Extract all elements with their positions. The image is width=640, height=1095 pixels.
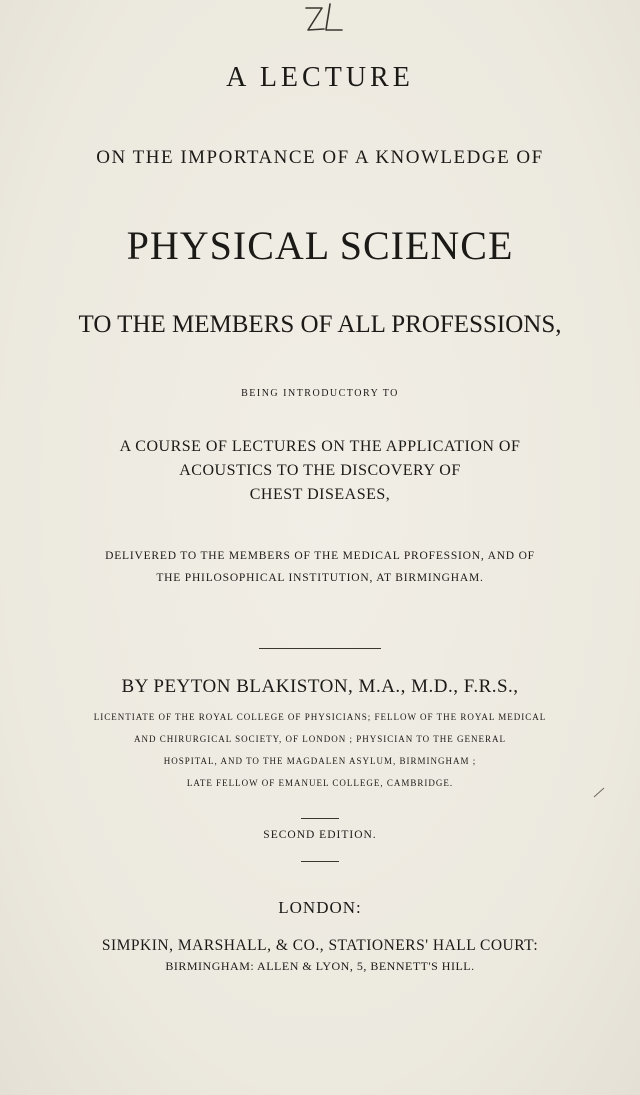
title-line-physical-science: PHYSICAL SCIENCE	[126, 223, 514, 268]
credentials-line-2: AND CHIRURGICAL SOCIETY, OF LONDON ; PHYSICIAN TO THE GENERAL	[133, 734, 506, 744]
delivered-line-1: DELIVERED TO THE MEMBERS OF THE MEDICAL PROFESSION, AND OF	[105, 550, 535, 562]
title-line-importance: ON THE IMPORTANCE OF A KNOWLEDGE OF	[96, 147, 544, 168]
credentials-line-3: HOSPITAL, AND TO THE MAGDALEN ASYLUM, BIRMINGHAM ;	[163, 756, 477, 766]
delivered-line-2: THE PHILOSOPHICAL INSTITUTION, AT BIRMINGHAM.	[156, 572, 484, 584]
title-line-professions: TO THE MEMBERS OF ALL PROFESSIONS,	[78, 311, 562, 338]
imprint-birmingham: BIRMINGHAM: ALLEN & LYON, 5, BENNETT'S HILL.	[165, 959, 475, 973]
introductory-line: BEING INTRODUCTORY TO	[241, 388, 399, 399]
course-line-3: CHEST DISEASES,	[249, 486, 391, 503]
divider-rule	[259, 648, 381, 649]
course-line-2: ACOUSTICS TO THE DISCOVERY OF	[179, 462, 461, 479]
imprint-city: LONDON:	[278, 898, 362, 917]
handwritten-shelf-mark	[296, 0, 356, 36]
course-line-1: A COURSE OF LECTURES ON THE APPLICATION OF	[119, 438, 521, 455]
credentials-line-1: LICENTIATE OF THE ROYAL COLLEGE OF PHYSICIANS; FELLOW OF THE ROYAL MEDICAL	[93, 712, 547, 722]
edition-rule-bottom	[301, 861, 339, 862]
credentials-line-4: LATE FELLOW OF EMANUEL COLLEGE, CAMBRIDGE.	[186, 778, 454, 788]
pencil-mark	[592, 785, 606, 799]
imprint-publisher: SIMPKIN, MARSHALL, & CO., STATIONERS' HALL COURT:	[101, 937, 539, 954]
author-line: BY PEYTON BLAKISTON, M.A., M.D., F.R.S.,	[121, 676, 519, 697]
edition-rule-top	[301, 818, 339, 819]
title-line-lecture: A LECTURE	[226, 62, 414, 93]
edition-line: SECOND EDITION.	[263, 829, 377, 841]
